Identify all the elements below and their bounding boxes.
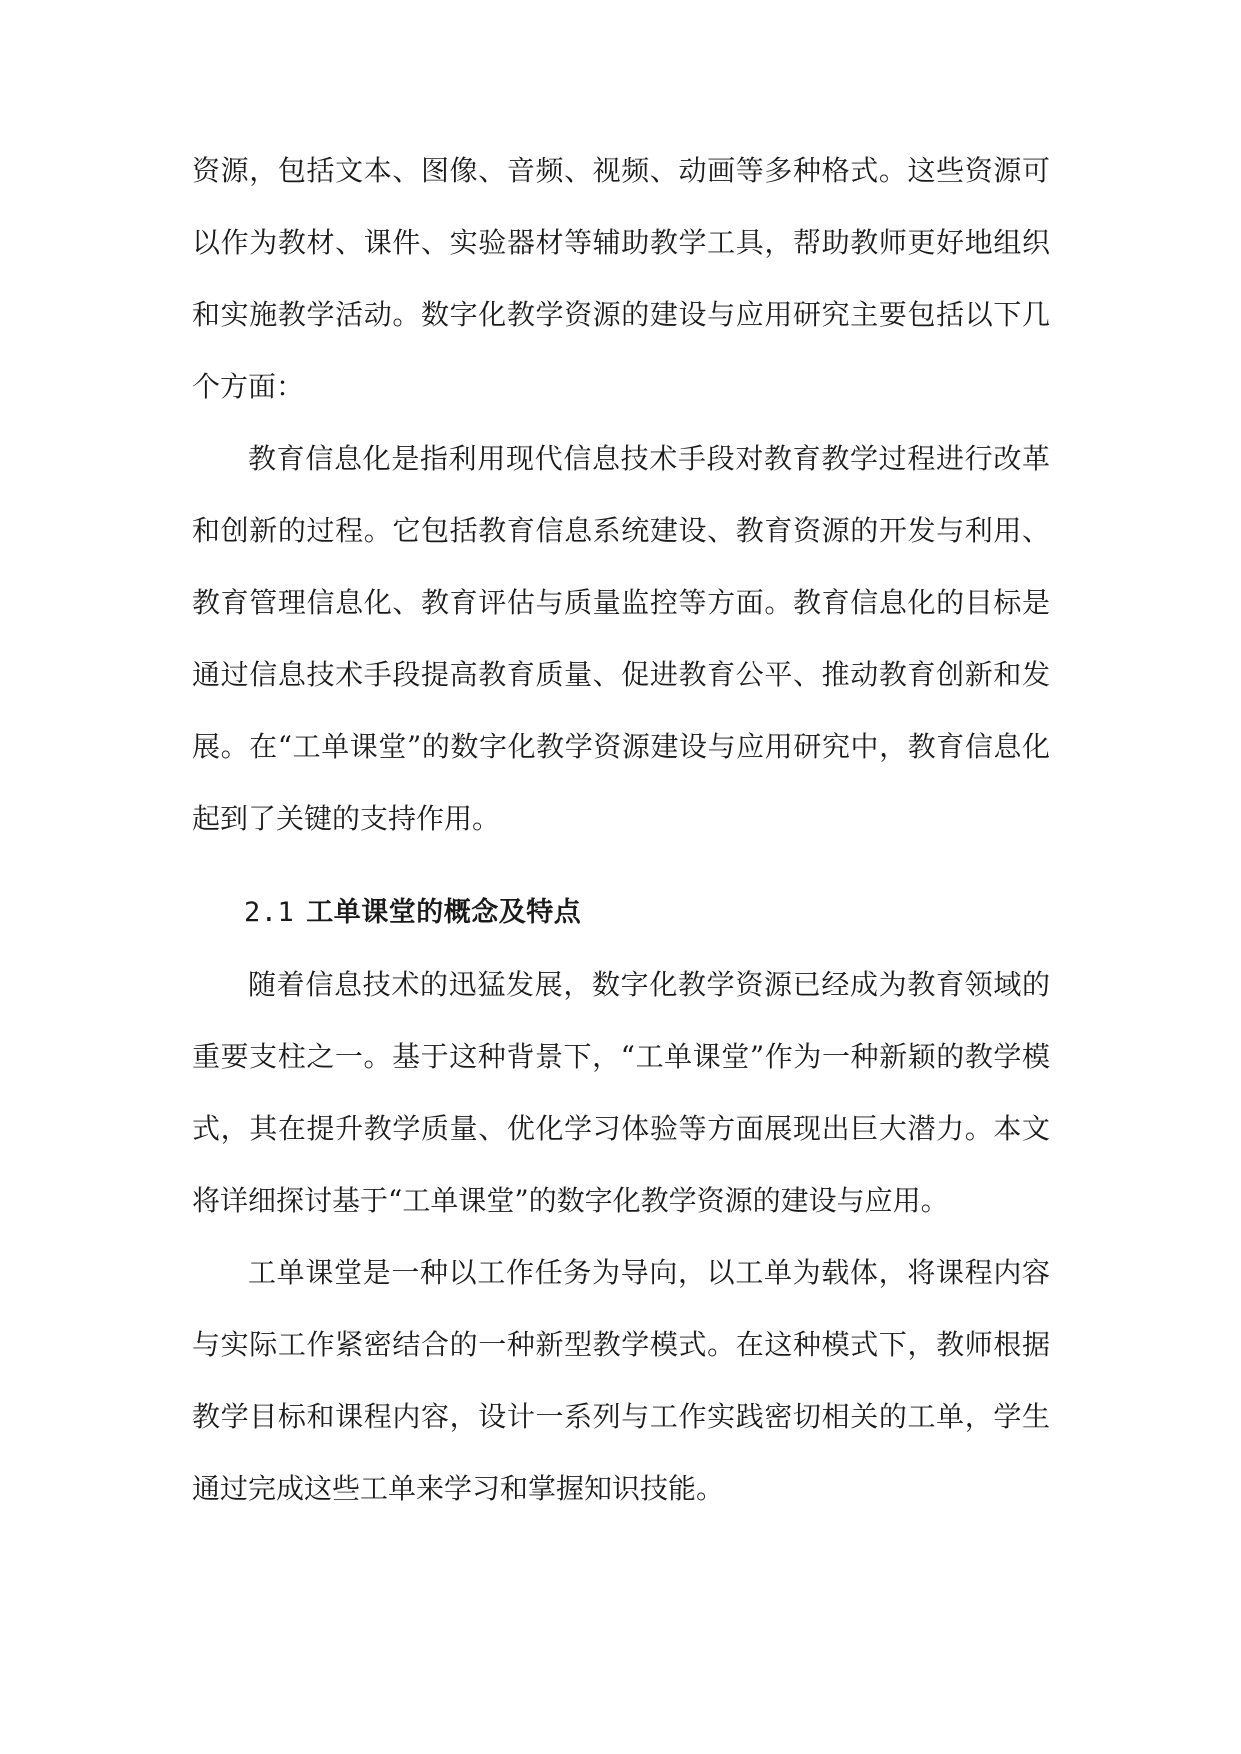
paragraph-background: 随着信息技术的迅猛发展，数字化教学资源已经成为教育领域的重要支柱之一。基于这种背景下，“工单课堂”作为一种新颖的教学模式，其在提升教学质量、优化学习体验等方面展现出巨大潜力。本文将详细探讨基于“工单课堂”的数字化教学资源的建设与应用。	[192, 968, 1050, 1217]
document-body	[192, 135, 1050, 1525]
paragraph-resources: 资源，包括文本、图像、音频、视频、动画等多种格式。这些资源可以作为教材、课件、实验器材等辅助教学工具，帮助教师更好地组织和实施教学活动。数字化教学资源的建设与应用研究主要包括以下几个方面：	[192, 154, 1050, 403]
section-title: 工单课堂的概念及特点	[306, 897, 582, 928]
section-number: 2.1	[244, 897, 295, 928]
section-heading	[192, 877, 1050, 949]
paragraph-definition: 工单课堂是一种以工作任务为导向，以工单为载体，将课程内容与实际工作紧密结合的一种新型教学模式。在这种模式下，教师根据教学目标和课程内容，设计一系列与工作实践密切相关的工单，学生通过完成这些工单来学习和掌握知识技能。	[192, 1256, 1050, 1505]
paragraph-education-informatization: 教育信息化是指利用现代信息技术手段对教育教学过程进行改革和创新的过程。它包括教育信息系统建设、教育资源的开发与利用、教育管理信息化、教育评估与质量监控等方面。教育信息化的目标是通过信息技术手段提高教育质量、促进教育公平、推动教育创新和发展。在“工单课堂”的数字化教学资源建设与应用研究中，教育信息化起到了关键的支持作用。	[192, 442, 1050, 835]
